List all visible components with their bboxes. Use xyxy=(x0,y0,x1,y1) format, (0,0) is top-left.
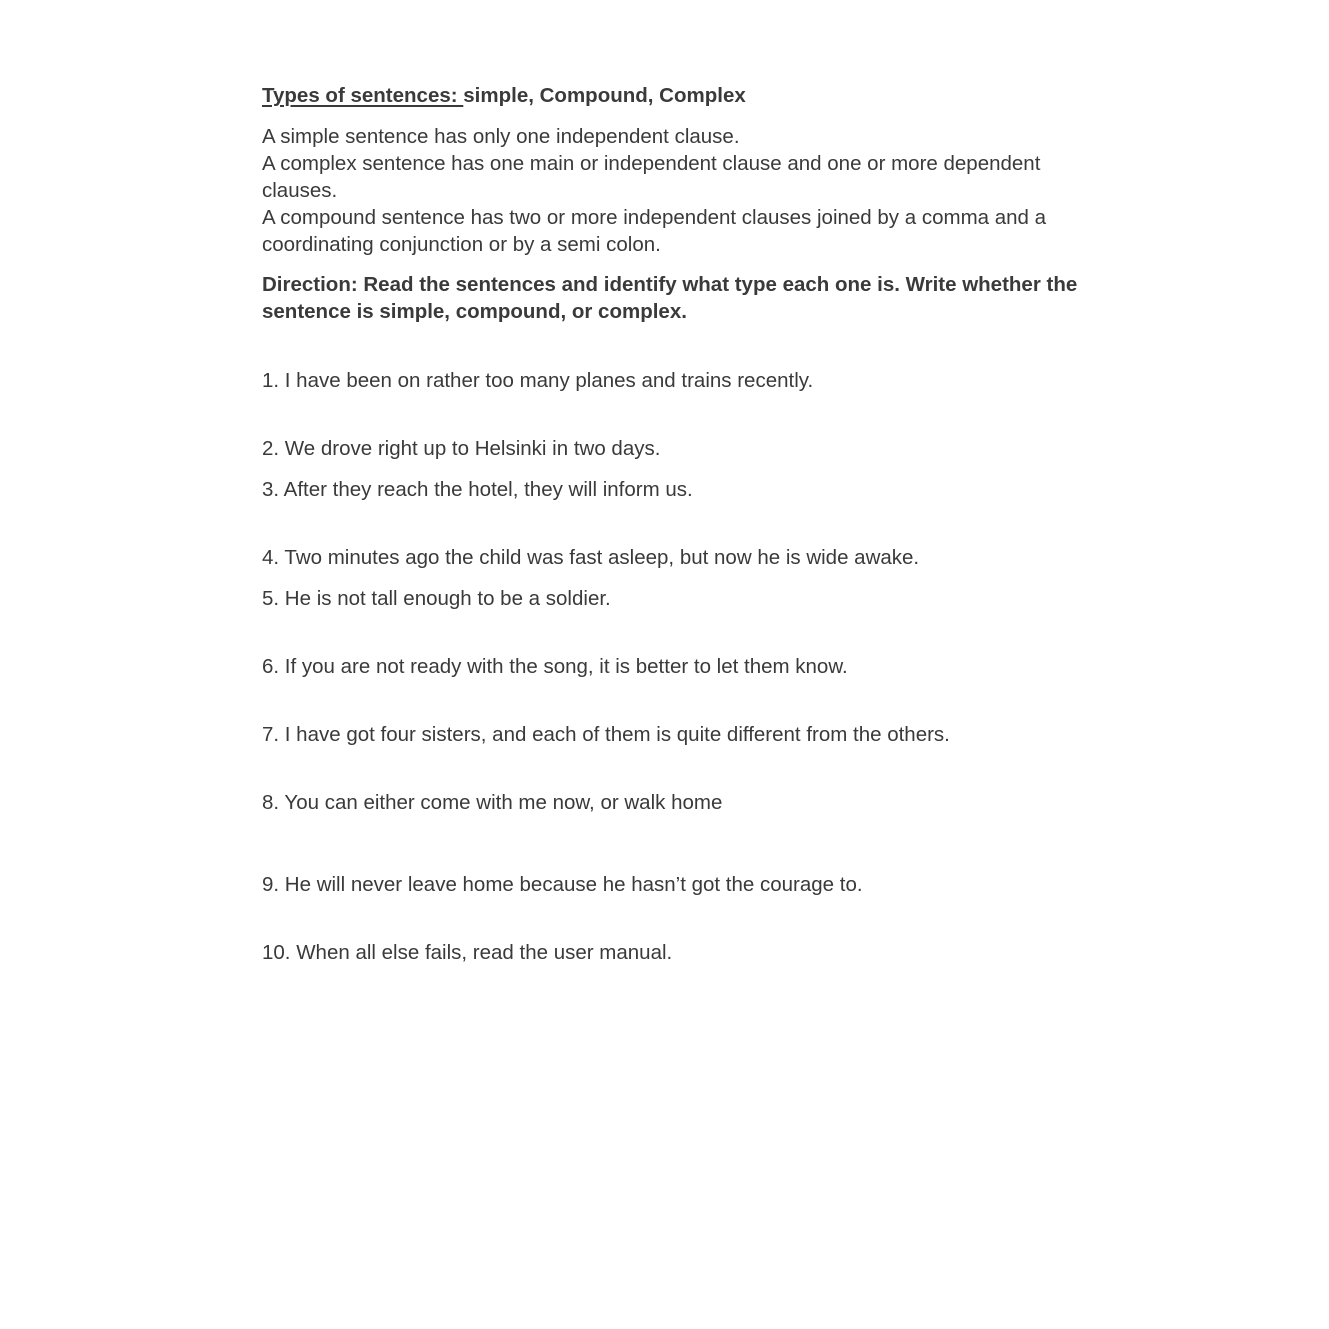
sentence-item-9: 9. He will never leave home because he hasn’t got the courage to. xyxy=(262,873,863,896)
sentence-item-10: 10. When all else fails, read the user manual. xyxy=(262,941,673,964)
sentence-item-6: 6. If you are not ready with the song, it is better to let them know. xyxy=(262,655,848,678)
title-rest: simple, Compound, Complex xyxy=(463,84,746,107)
sentence-item-7: 7. I have got four sisters, and each of them is quite different from the others. xyxy=(262,723,950,746)
sentence-item-3: 3. After they reach the hotel, they will inform us. xyxy=(262,478,693,501)
direction-text: Direction: Read the sentences and identify what type each one is. Write whether the sentence is simple, compound, or complex. xyxy=(262,273,1078,323)
sentence-item-1: 1. I have been on rather too many planes and trains recently. xyxy=(262,369,814,392)
definitions xyxy=(262,123,1102,258)
sentence-item-2: 2. We drove right up to Helsinki in two days. xyxy=(262,437,661,460)
sentence-item-5: 5. He is not tall enough to be a soldier. xyxy=(262,587,611,610)
sentence-item-8: 8. You can either come with me now, or walk home xyxy=(262,791,723,814)
worksheet-page xyxy=(262,82,1102,325)
sentence-item-4: 4. Two minutes ago the child was fast asleep, but now he is wide awake. xyxy=(262,546,920,569)
worksheet-title xyxy=(262,82,1102,110)
definition-simple: A simple sentence has only one independent clause. xyxy=(262,125,740,148)
definition-complex: A complex sentence has one main or independent clause and one or more dependent clauses. xyxy=(262,152,1041,202)
definition-compound: A compound sentence has two or more independent clauses joined by a comma and a coordinating conjunction or by a semi colon. xyxy=(262,206,1047,256)
title-underlined-part: Types of sentences: xyxy=(262,84,464,107)
